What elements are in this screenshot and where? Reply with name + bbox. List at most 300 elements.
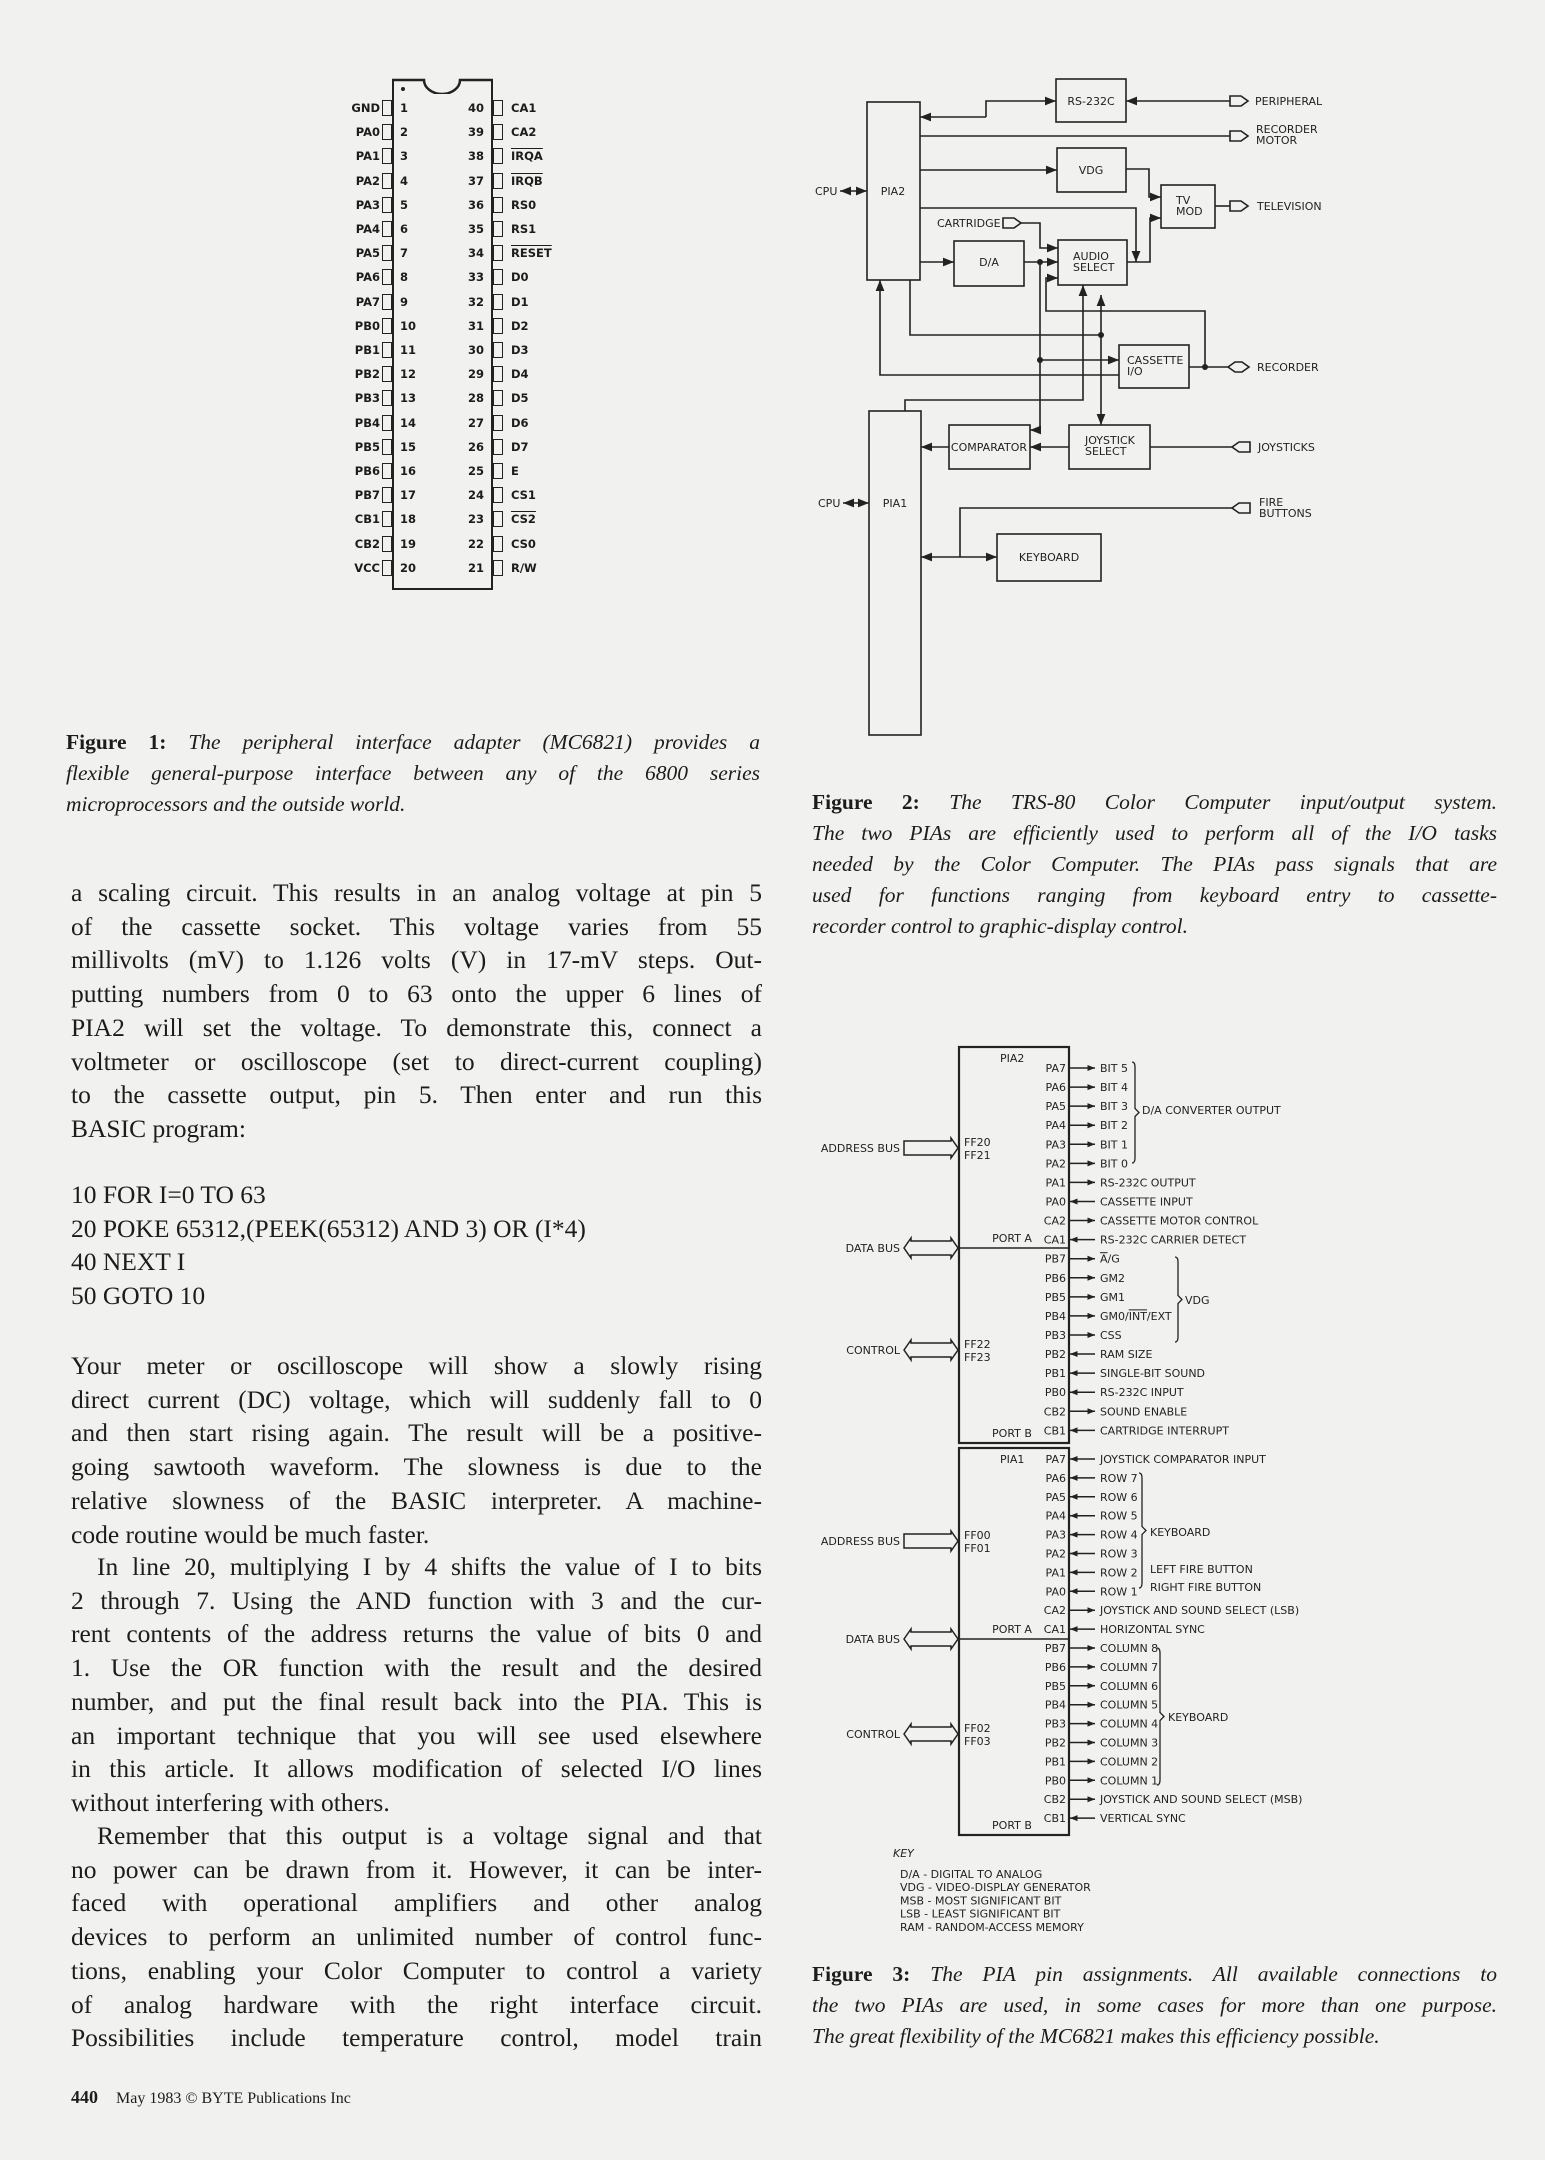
signal-label: ROW 3 (1100, 1547, 1138, 1561)
pin-number: 2 (400, 125, 409, 140)
key-title: KEY (893, 1847, 914, 1860)
pin-number: 4 (400, 173, 409, 188)
control-range: FF23 (964, 1351, 991, 1364)
pin-label: PA2 (1045, 1157, 1066, 1171)
pin-number: 6 (400, 222, 409, 236)
pin-number: 26 (467, 439, 484, 454)
caption-text: The TRS-80 Color Computer input/output system. (919, 790, 1497, 814)
text-line: Remember that this output is a voltage signal and that (97, 1821, 762, 1850)
data-bus-label: DATA BUS (845, 1633, 900, 1646)
keyboard-rows-label: KEYBOARD (1150, 1526, 1211, 1539)
caption-text: The PIA pin assignments. All available connections to (910, 1962, 1498, 1986)
text-line: no power can be drawn from it. However, it can be inter- (71, 1854, 762, 1884)
figure-2-caption (812, 787, 1497, 942)
pin-name: CA1 (511, 101, 537, 115)
cartridge-label: CARTRIDGE (937, 217, 1001, 230)
figure-label: Figure 1: (66, 730, 167, 754)
text-line: going sawtooth waveform. The slowness is due to the (71, 1452, 762, 1482)
vdg-label: VDG (1078, 164, 1104, 177)
pin-number: 18 (400, 512, 417, 527)
port-b-label: PORT B (992, 1819, 1032, 1832)
key-line: VDG - VIDEO-DISPLAY GENERATOR (900, 1881, 1091, 1895)
pin-label: CB2 (1043, 1405, 1066, 1419)
pin-number: 15 (400, 439, 417, 454)
pin-name: CB1 (354, 512, 380, 527)
pin-name: RS0 (511, 197, 537, 212)
text-line: voltmeter or oscilloscope (set to direct-current coupling) (71, 1046, 762, 1076)
pin-name: PB2 (354, 367, 380, 382)
signal-label: COLUMN 8 (1100, 1642, 1159, 1655)
signal-label: RS-232C INPUT (1100, 1386, 1184, 1400)
pin-name: D0 (511, 270, 529, 285)
signal-label: JOYSTICK COMPARATOR INPUT (1100, 1453, 1266, 1466)
pin-number: 10 (400, 318, 417, 333)
pin-number: 40 (467, 101, 484, 115)
footer-text: May 1983 © BYTE Publications Inc (116, 2090, 351, 2107)
television-connector (1230, 201, 1248, 211)
basic-program-listing (71, 1178, 762, 1313)
pin-number: 32 (467, 294, 484, 309)
pin-label: PB3 (1044, 1328, 1066, 1342)
recorder-motor-label-2: MOTOR (1256, 134, 1298, 147)
pia2-label: PIA2 (880, 185, 906, 198)
signal-label: RS-232C OUTPUT (1100, 1176, 1196, 1190)
caption-line (812, 880, 1497, 911)
signal-label: ROW 4 (1100, 1528, 1138, 1542)
pin-number: 34 (467, 246, 484, 261)
signal-label: ROW 5 (1100, 1509, 1138, 1523)
pin-label: PB1 (1044, 1367, 1066, 1381)
caption-text: The great flexibility of the MC6821 makes this efficiency possible. (812, 2024, 1380, 2048)
pin-name: PA1 (355, 149, 380, 164)
pin-label: PA2 (1045, 1547, 1066, 1561)
signal-label: RS-232C CARRIER DETECT (1100, 1233, 1247, 1247)
text-line: Your meter or oscilloscope will show a slowly rising (71, 1351, 762, 1380)
pin-name: PB0 (354, 318, 380, 333)
pin-label: PB0 (1044, 1386, 1066, 1400)
signal-label: ROW 2 (1100, 1566, 1138, 1580)
signal-label: COLUMN 2 (1100, 1755, 1159, 1769)
pin-label: PB6 (1044, 1271, 1066, 1285)
control-range: FF02 (964, 1722, 991, 1735)
address-range: FF00 (964, 1529, 991, 1542)
pin-label: PA3 (1045, 1528, 1066, 1542)
pin-name: D5 (511, 391, 529, 406)
pin-name: VCC (354, 560, 380, 575)
pin-label: PA5 (1045, 1100, 1066, 1114)
pin-number: 39 (467, 125, 484, 140)
pin-number: 27 (467, 415, 484, 430)
pin-number: 17 (400, 488, 417, 503)
pin-number: 31 (467, 318, 484, 333)
fire-buttons-connector (1232, 503, 1250, 513)
pin-name: PA5 (355, 246, 380, 261)
pin-number: 14 (400, 415, 417, 430)
pin-number: 35 (467, 222, 484, 236)
pin-name: GND (351, 101, 380, 115)
caption-line (66, 758, 760, 789)
signal-label: ROW 1 (1100, 1585, 1138, 1599)
pin-name: D4 (511, 367, 529, 382)
signal-label: COLUMN 4 (1100, 1717, 1159, 1731)
pia1-title: PIA1 (1000, 1453, 1025, 1466)
control-bus-label: CONTROL (846, 1728, 900, 1741)
recorder-motor-connector (1230, 131, 1248, 141)
pin-number: 12 (400, 367, 417, 382)
signal-label: COLUMN 7 (1100, 1660, 1159, 1674)
figure-label: Figure 3: (812, 1962, 911, 1986)
signal-label: COLUMN 3 (1100, 1736, 1159, 1750)
text-line: In line 20, multiplying I by 4 shifts the value of I to bits (97, 1552, 762, 1581)
signal-label: BIT 4 (1100, 1081, 1129, 1095)
pin-number: 38 (467, 149, 484, 164)
signal-label: ROW 7 (1100, 1471, 1138, 1485)
pin-name: D2 (511, 318, 529, 333)
code-line: 20 POKE 65312,(PEEK(65312) AND 3) OR (I*4) (71, 1213, 586, 1243)
paragraph-1 (71, 876, 762, 1146)
pin-label: CA2 (1043, 1604, 1066, 1618)
signal-label: RAM SIZE (1100, 1348, 1153, 1362)
control-range: FF22 (964, 1338, 991, 1351)
pin-label: PA7 (1045, 1453, 1066, 1466)
signal-label: GM1 (1100, 1290, 1126, 1304)
pin-label: CB1 (1043, 1424, 1066, 1438)
signal-label: JOYSTICK AND SOUND SELECT (MSB) (1100, 1793, 1303, 1807)
rows-brace (1139, 1473, 1146, 1588)
pin-name: CS2 (511, 512, 536, 527)
text-line: code routine would be much faster. (71, 1519, 430, 1549)
text-line: BASIC program: (71, 1113, 246, 1143)
pin-number: 20 (400, 560, 417, 575)
key-line: LSB - LEAST SIGNIFICANT BIT (900, 1907, 1061, 1921)
signal-label: HORIZONTAL SYNC (1100, 1623, 1205, 1637)
data-bus-arrow (904, 1629, 958, 1649)
pin-number: 28 (467, 391, 484, 406)
text-line: 1. Use the OR function with the result and the desired (71, 1653, 762, 1683)
address-range: FF01 (964, 1542, 991, 1555)
signal-label: COLUMN 1 (1100, 1774, 1159, 1788)
pin-label: PA1 (1045, 1566, 1066, 1580)
text-line: of the cassette socket. This voltage varies from 55 (71, 911, 762, 941)
text-line: relative slowness of the BASIC interpreter. A machine- (71, 1485, 762, 1515)
pin-number: 13 (400, 391, 417, 406)
signal-label: COLUMN 5 (1100, 1698, 1159, 1712)
pin-number: 23 (467, 512, 484, 527)
pin-label: PB0 (1044, 1774, 1066, 1788)
right-fire-button-label: RIGHT FIRE BUTTON (1150, 1581, 1262, 1594)
pin-label: PB7 (1044, 1642, 1066, 1655)
vdg-group-label: VDG (1185, 1294, 1210, 1307)
signal-label: COLUMN 6 (1100, 1679, 1159, 1693)
signal-label: A/G (1100, 1252, 1120, 1266)
text-line: direct current (DC) voltage, which will suddenly fall to 0 (71, 1384, 762, 1414)
pin-label: PB7 (1044, 1252, 1066, 1266)
address-bus-label: ADDRESS BUS (820, 1535, 900, 1548)
signal-label: JOYSTICK AND SOUND SELECT (LSB) (1100, 1604, 1300, 1618)
text-line: number, and put the final result back into the PIA. This is (71, 1686, 762, 1716)
left-fire-button-label: LEFT FIRE BUTTON (1150, 1563, 1253, 1576)
caption-line (812, 1990, 1497, 2021)
paragraph-3 (71, 1550, 762, 1820)
pin-label: CA1 (1043, 1233, 1066, 1247)
caption-text: The peripheral interface adapter (MC6821) provides a (166, 730, 760, 754)
code-line: 10 FOR I=0 TO 63 (71, 1180, 266, 1209)
text-line: rent contents of the address returns the value of bits 0 and (71, 1619, 762, 1649)
text-line: to the cassette output, pin 5. Then enter and run this (71, 1080, 762, 1110)
text-line: tions, enabling your Color Computer to control a variety (71, 1955, 762, 1985)
port-a-label: PORT A (992, 1623, 1032, 1636)
pin-label: PB4 (1044, 1698, 1066, 1712)
pin-label: PA0 (1045, 1195, 1066, 1209)
pia1-label: PIA1 (882, 497, 908, 510)
pin-number: 19 (400, 536, 417, 551)
port-a-label: PORT A (992, 1232, 1032, 1245)
joystick-select-label: JOYSTICK (1085, 434, 1135, 447)
da-label: D/A (979, 256, 999, 269)
rs232c-label: RS-232C (1067, 95, 1115, 108)
signal-label: CASSETTE MOTOR CONTROL (1100, 1214, 1259, 1228)
television-label: TELEVISION (1257, 200, 1322, 213)
joysticks-label: JOYSTICKS (1258, 441, 1315, 454)
address-bus-arrow (904, 1138, 958, 1158)
pin-label: PB2 (1044, 1736, 1066, 1750)
caption-text: needed by the Color Computer. The PIAs pass signals that are (812, 852, 1497, 876)
code-line: 40 NEXT I (71, 1247, 186, 1277)
pin-name: PB3 (354, 391, 380, 406)
pia2-title: PIA2 (1000, 1052, 1025, 1065)
text-line: of analog hardware with the right interface circuit. (71, 1989, 762, 2019)
text-line: in this article. It allows modification of selected I/O lines (71, 1754, 762, 1784)
pin-name: PB5 (354, 439, 380, 454)
fire-buttons-label: FIRE (1259, 496, 1284, 509)
signal-label: BIT 1 (1100, 1138, 1129, 1152)
keyboard-columns-label: KEYBOARD (1168, 1711, 1229, 1724)
caption-text: the two PIAs are used, in some cases for more than one purpose. (812, 1993, 1497, 2017)
signal-label: CSS (1100, 1328, 1122, 1342)
code-line: 50 GOTO 10 (71, 1281, 206, 1311)
text-line: without interfering with others. (71, 1787, 390, 1817)
signal-label: VERTICAL SYNC (1100, 1812, 1186, 1826)
pin-name: R/W (511, 560, 537, 575)
address-bus-label: ADDRESS BUS (820, 1142, 900, 1155)
key-line: RAM - RANDOM-ACCESS MEMORY (900, 1920, 1084, 1934)
pin-name: PB4 (354, 415, 380, 430)
control-range: FF03 (964, 1735, 991, 1748)
figure-1-caption (66, 727, 760, 820)
pin-name: PA6 (355, 270, 380, 285)
figure-2-io-block-diagram (0, 0, 1545, 760)
pin-label: PB4 (1044, 1309, 1066, 1323)
signal-label: BIT 2 (1100, 1119, 1129, 1133)
text-line: millivolts (mV) to 1.126 volts (V) in 17-mV steps. Out- (71, 945, 762, 975)
pin-label: CA2 (1043, 1214, 1066, 1228)
page-number: 440 (71, 2087, 98, 2107)
signal-label: BIT 5 (1100, 1062, 1129, 1075)
pin-name: CB2 (354, 536, 380, 551)
fire-buttons-label-2: BUTTONS (1259, 507, 1312, 520)
caption-line (812, 1959, 1497, 1990)
pin-name: PB6 (354, 464, 380, 478)
pin-label: PA1 (1045, 1176, 1066, 1190)
da-converter-output-label: D/A CONVERTER OUTPUT (1142, 1104, 1281, 1117)
signal-label: SINGLE-BIT SOUND (1100, 1367, 1206, 1381)
pin-name: PA7 (355, 294, 380, 309)
text-line: an important technique that you will see used elsewhere (71, 1720, 762, 1750)
caption-text: used for functions ranging from keyboard entry to cassette- (812, 883, 1497, 907)
pin-name: RS1 (511, 222, 537, 236)
pin-label: PA6 (1045, 1081, 1066, 1095)
pin-number: 5 (400, 197, 409, 212)
caption-line (812, 787, 1497, 818)
peripheral-connector (1230, 96, 1248, 106)
tv-mod-label: TV (1176, 194, 1191, 207)
audio-select-label: AUDIO (1073, 250, 1109, 263)
pin-name: D6 (511, 415, 529, 430)
pin-number: 33 (467, 270, 484, 285)
control-bus-arrow (904, 1724, 958, 1744)
cartridge-connector (1003, 218, 1021, 228)
pin-label: CB2 (1043, 1793, 1066, 1807)
pin-number: 9 (400, 294, 409, 309)
pin-label: PA4 (1045, 1509, 1066, 1523)
caption-text: flexible general-purpose interface between any of the 6800 series (66, 761, 760, 785)
text-line: devices to perform an unlimited number of control func- (71, 1922, 762, 1952)
pin-name: PA3 (355, 197, 380, 212)
tv-mod-label-2: MOD (1176, 205, 1203, 218)
signal-label: GM2 (1100, 1271, 1126, 1285)
pin-name: CS1 (511, 488, 536, 503)
address-range: FF21 (964, 1149, 991, 1162)
caption-text: recorder control to graphic-display control. (812, 914, 1188, 938)
pin-name: PB7 (354, 488, 380, 503)
pin-label: PA7 (1045, 1062, 1066, 1075)
pin-label: PB5 (1044, 1679, 1066, 1693)
signal-label: CASSETTE INPUT (1100, 1195, 1193, 1209)
recorder-connector (1228, 362, 1249, 372)
text-line: 2 through 7. Using the AND function with 3 and the cur- (71, 1585, 762, 1615)
text-line: a scaling circuit. This results in an analog voltage at pin 5 (71, 878, 762, 907)
key-line: D/A - DIGITAL TO ANALOG (900, 1868, 1043, 1881)
data-bus-arrow (904, 1238, 958, 1258)
signal-label: GM0/INT/EXT (1100, 1309, 1172, 1323)
pin-label: PB2 (1044, 1348, 1066, 1362)
pin-label: CB1 (1043, 1812, 1066, 1826)
figure-label: Figure 2: (812, 790, 920, 814)
caption-line (812, 2021, 1497, 2052)
comparator-label: COMPARATOR (950, 441, 1028, 454)
joysticks-connector (1232, 442, 1250, 452)
page-footer (71, 2087, 351, 2108)
pin-name: E (511, 464, 519, 478)
key-line: MSB - MOST SIGNIFICANT BIT (900, 1894, 1062, 1908)
keyboard-label: KEYBOARD (1018, 551, 1080, 564)
figure-3-caption (812, 1959, 1497, 2052)
pin-name: D3 (511, 343, 529, 357)
cpu-label-top: CPU (815, 185, 838, 198)
signal-label: CARTRIDGE INTERRUPT (1100, 1424, 1229, 1438)
signal-label: BIT 3 (1100, 1100, 1129, 1114)
joystick-select-label-2: SELECT (1085, 445, 1127, 458)
pin-name: PA0 (355, 125, 380, 140)
address-range: FF20 (964, 1136, 991, 1149)
pin-label: PA0 (1045, 1585, 1066, 1599)
cassette-label: CASSETTE (1127, 354, 1184, 367)
pin-label: PA4 (1045, 1119, 1066, 1133)
control-bus-label: CONTROL (846, 1344, 900, 1357)
pin-name: IRQB (511, 173, 543, 188)
pin-number: 25 (467, 464, 484, 478)
pin-label: PB1 (1044, 1755, 1066, 1769)
pin-number: 30 (467, 343, 484, 357)
pin-number: 21 (467, 560, 484, 575)
pin-number: 22 (467, 536, 484, 551)
control-bus-arrow (904, 1340, 958, 1360)
cpu-label-bottom: CPU (818, 497, 841, 510)
pin-number: 8 (400, 270, 409, 285)
caption-text: The two PIAs are efficiently used to perform all of the I/O tasks (812, 821, 1497, 845)
caption-text: microprocessors and the outside world. (66, 792, 406, 816)
caption-line (812, 849, 1497, 880)
data-bus-label: DATA BUS (845, 1242, 900, 1255)
text-line: and then start rising again. The result will be a positive- (71, 1418, 762, 1448)
pin-number: 36 (467, 197, 484, 212)
pin-label: PA5 (1045, 1490, 1066, 1504)
pin-number: 1 (400, 101, 409, 115)
pin-name: D1 (511, 294, 529, 309)
pin-name: PA2 (355, 173, 380, 188)
pin-number: 16 (400, 464, 417, 478)
text-line: Possibilities include temperature control, model train (71, 2023, 762, 2053)
audio-select-label-2: SELECT (1073, 261, 1115, 274)
paragraph-4 (71, 1819, 762, 2055)
pin-label: PA6 (1045, 1471, 1066, 1485)
pin-number: 24 (467, 488, 484, 503)
pin-label: PB6 (1044, 1660, 1066, 1674)
pin-number: 11 (400, 343, 417, 357)
pin-number: 3 (400, 149, 409, 164)
port-b-label: PORT B (992, 1427, 1032, 1440)
signal-label: ROW 6 (1100, 1490, 1138, 1504)
recorder-label: RECORDER (1257, 361, 1319, 374)
pin-number: 37 (467, 173, 484, 188)
paragraph-2 (71, 1349, 762, 1551)
text-line: faced with operational amplifiers and other analog (71, 1888, 762, 1918)
text-line: PIA2 will set the voltage. To demonstrate this, connect a (71, 1012, 762, 1042)
caption-line (66, 727, 760, 758)
caption-line (812, 818, 1497, 849)
pin-name: PB1 (354, 343, 380, 357)
cassette-label-2: I/O (1127, 365, 1143, 378)
pin-name: IRQA (511, 149, 543, 164)
pin-name: RESET (511, 246, 552, 261)
recorder-motor-label: RECORDER (1256, 123, 1318, 136)
pin-number: 29 (467, 367, 484, 382)
caption-line (812, 911, 1497, 942)
pin-number: 7 (400, 246, 409, 261)
vdg-brace (1175, 1257, 1182, 1342)
pin-label: PB3 (1044, 1717, 1066, 1731)
signal-label: BIT 0 (1100, 1157, 1129, 1171)
caption-line (66, 789, 760, 820)
pin-name: PA4 (355, 222, 380, 236)
peripheral-label: PERIPHERAL (1255, 95, 1323, 108)
pin-label: PA3 (1045, 1138, 1066, 1152)
pin-name: CA2 (511, 125, 537, 140)
pin-label: CA1 (1043, 1623, 1066, 1637)
text-line: putting numbers from 0 to 63 onto the upper 6 lines of (71, 979, 762, 1009)
address-bus-arrow (904, 1531, 958, 1551)
pin-name: D7 (511, 439, 529, 454)
